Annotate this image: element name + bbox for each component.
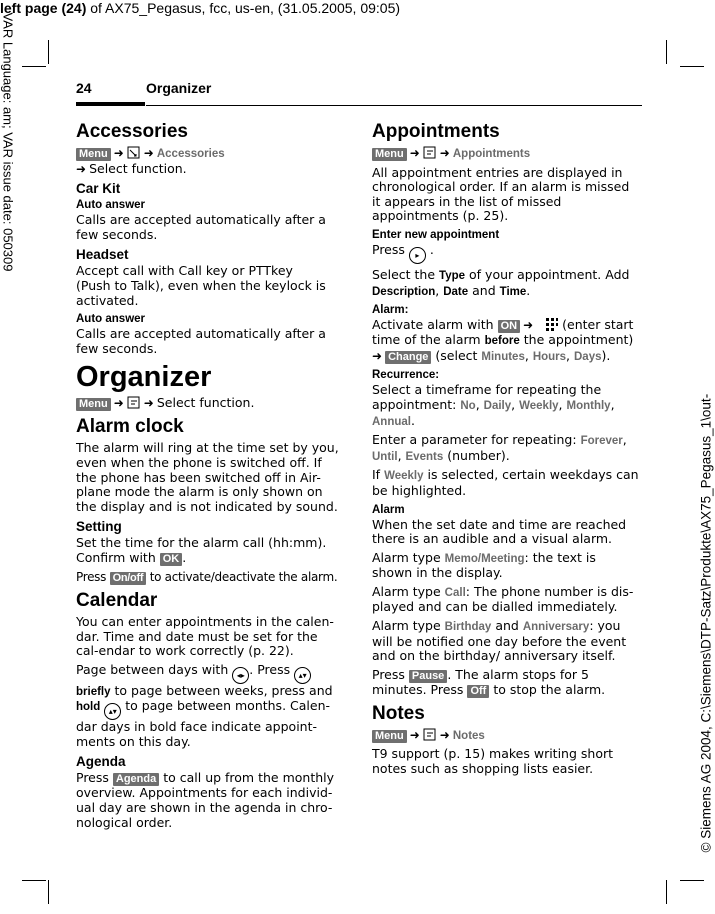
arrow-icon: ➜ (409, 727, 420, 742)
alarm-clock-heading: Alarm clock (76, 416, 184, 438)
agenda-softkey: Agenda (113, 773, 159, 786)
menu-softkey: Menu (372, 730, 407, 743)
accessories-menu-path (76, 146, 344, 176)
memo-text: Alarm type Memo/Meeting: the text is shown in the display. (372, 549, 596, 581)
notes-path: Notes (452, 729, 485, 742)
page-number-bar (76, 102, 145, 106)
keypad-icon (536, 318, 558, 331)
alarm-text: When the set date and time are reached there is an audible and a visual alarm. (372, 516, 627, 547)
organizer-menu-path (76, 396, 344, 411)
appointments-path: Appointments (452, 148, 531, 160)
recurrence-label: Recurrence: (372, 369, 440, 382)
off-softkey: Off (467, 685, 489, 698)
activate-alarm-text: Activate alarm with ON ➜ (enter start time of the alarm before the appointment) ➜ Change (select Minutes, Hours, Days). (372, 317, 634, 363)
side-note-right: © Siemens AG 2004, C:\Siemens\DTP-Satz\Produkte\AX75_Pegasus_1\out- (698, 393, 714, 853)
nav-up-down-icon: ▴▾ (104, 703, 121, 720)
crop-mark (22, 66, 46, 67)
agenda-text: Press Agenda to call up from the monthly overview. Appointments for each individ-ual day are shown in the agenda in chro-nological order. (76, 770, 335, 830)
arrow-icon: ➜ (372, 348, 383, 363)
crop-mark (666, 40, 667, 64)
auto-answer-text-2: Calls are accepted automatically after a few seconds. (76, 326, 326, 356)
print-header: left page (24) of AX75_Pegasus, fcc, us-en, (31.05.2005, 09:05) (0, 0, 401, 16)
crop-mark (48, 880, 49, 904)
menu-softkey: Menu (76, 398, 111, 411)
alarm-label: Alarm: (372, 304, 409, 317)
accessories-icon (127, 146, 141, 159)
headset-text: Accept call with Call key or PTTkey (Push to Talk), even when the keylock is activated. (76, 263, 326, 308)
auto-answer-text: Calls are accepted automatically after a few seconds. (76, 212, 326, 242)
side-note-left: VAR Language: am; VAR issue date: 050309 (0, 12, 16, 272)
crop-mark (666, 880, 667, 904)
accessories-path: Accessories (156, 148, 225, 160)
arrow-icon: ➜ (113, 146, 124, 160)
organizer-select: Select function. (156, 395, 255, 411)
call-text: Alarm type Call: The phone number is dis-played and can be dialled immediately. (372, 583, 634, 615)
setting-text: Set the time for the alarm call (hh:mm). Confirm with OK . (76, 535, 327, 565)
menu-softkey: Menu (372, 148, 407, 161)
auto-answer-heading: Auto answer (76, 199, 146, 212)
calendar-text: You can enter appointments in the calen-dar. Time and date must be set for the cal-endar to work correctly (p. 22). (76, 613, 334, 659)
alarm-clock-text: The alarm will ring at the time set by you, even when the phone is switched off. If the phone has been switched off in Air-plane mode the alarm is only shown on the display and is not indicated by sound. (76, 440, 339, 514)
organizer-heading: Organizer (76, 361, 212, 394)
arrow-icon: ➜ (523, 318, 534, 333)
recurrence-text: Select a timeframe for repeating the appointment: No, Daily, Weekly, Monthly, Annual. (372, 382, 615, 428)
alarm-heading: Alarm (372, 503, 405, 516)
arrow-icon: ➜ (113, 396, 124, 411)
crop-mark (48, 40, 49, 64)
onoff-text: Press On/off to activate/deactivate the alarm. (76, 569, 338, 584)
arrow-icon: ➜ (409, 146, 420, 160)
crop-mark (22, 880, 46, 881)
press-nav-text: Press ▸ . (372, 243, 640, 264)
notes-menu-path (372, 728, 640, 744)
menu-softkey: Menu (76, 148, 111, 161)
birthday-text: Alarm type Birthday and Anniversary: you will be notified one day before the event and on the birthday/ anniversary itself. (372, 618, 627, 664)
param-text: Enter a parameter for repeating: Forever, Until, Events (number). (372, 432, 627, 463)
organizer-icon (423, 146, 437, 159)
arrow-icon: ➜ (143, 146, 154, 160)
calendar-paging-text: Page between days with ◂▸ . Press ▴▾ briefly to page between weeks, press and hold ▴▾ to page between months. Calen-dar days in bold face indicate appoint-ments on this day. (76, 661, 333, 749)
carkit-heading: Car Kit (76, 181, 121, 197)
notes-heading: Notes (372, 702, 425, 724)
arrow-icon: ➜ (143, 396, 154, 411)
agenda-heading: Agenda (76, 754, 126, 770)
appointments-heading: Appointments (372, 121, 500, 142)
page-number: 24 (76, 80, 92, 96)
on-softkey: ON (498, 320, 521, 333)
pause-softkey: Pause (409, 670, 447, 683)
organizer-icon (423, 728, 437, 741)
crop-mark (680, 66, 704, 67)
left-column (76, 120, 344, 834)
auto-answer-heading-2: Auto answer (76, 313, 146, 326)
weekly-text: If Weekly is selected, certain weekdays can be highlighted. (372, 467, 639, 498)
nav-left-right-icon: ◂▸ (232, 667, 249, 684)
accessories-heading: Accessories (76, 121, 188, 142)
crop-mark (680, 880, 704, 881)
ok-softkey: OK (160, 553, 183, 566)
notes-text: T9 support (p. 15) makes writing short notes such as shopping lists easier. (372, 746, 614, 777)
right-column (372, 120, 640, 781)
header-rule (146, 105, 642, 106)
arrow-icon: ➜ (439, 727, 450, 742)
calendar-heading: Calendar (76, 589, 158, 611)
change-softkey: Change (385, 351, 431, 364)
appointments-text: All appointment entries are displayed in chronological order. If an alarm is missed it appears in the list of missed appointments (p. 25). (372, 164, 630, 224)
headset-heading: Headset (76, 247, 129, 263)
nav-right-icon: ▸ (409, 247, 426, 264)
arrow-icon: ➜ (439, 146, 450, 160)
organizer-icon (127, 396, 141, 409)
setting-heading: Setting (76, 519, 122, 535)
onoff-softkey: On/off (110, 572, 147, 585)
enter-appointment-heading: Enter new appointment (372, 228, 500, 241)
pause-text: Press Pause . The alarm stops for 5 minutes. Press Off to stop the alarm. (372, 666, 606, 697)
running-title: Organizer (146, 80, 212, 96)
nav-up-down-icon: ▴▾ (294, 667, 311, 684)
select-type-text: Select the Type of your appointment. Add Description, Date and Time. (372, 266, 630, 298)
select-function: Select function. (89, 160, 187, 176)
arrow-icon: ➜ (76, 161, 87, 176)
appointments-menu-path (372, 146, 640, 162)
